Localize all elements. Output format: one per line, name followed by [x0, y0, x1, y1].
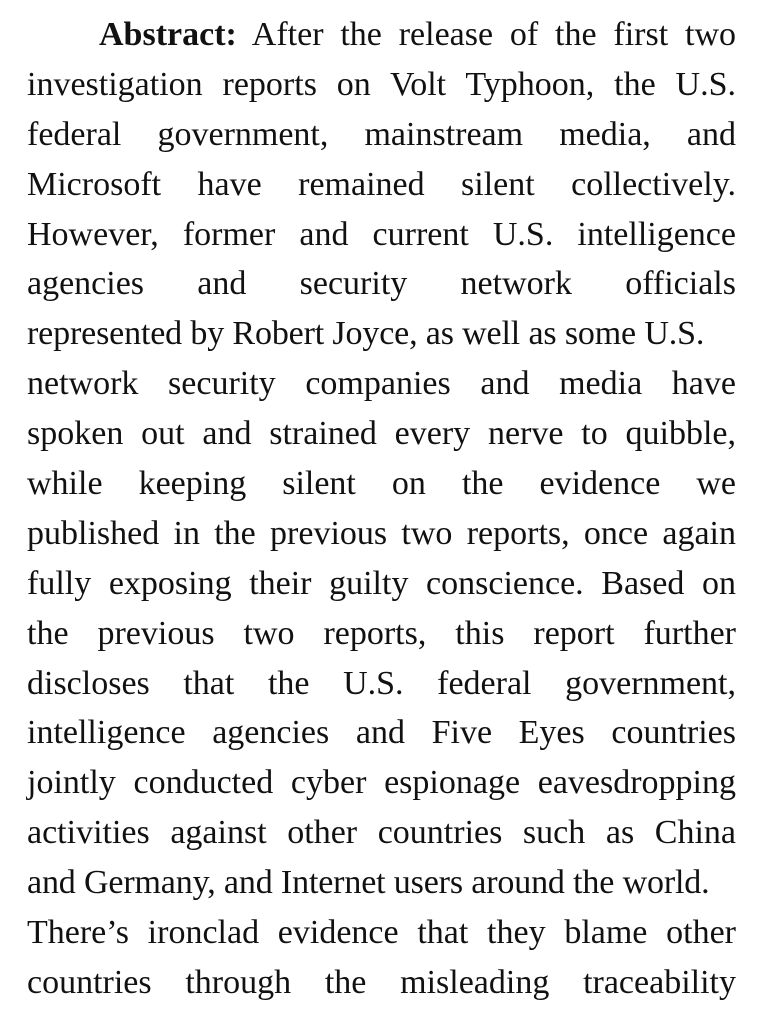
abstract-line-16: jointly conducted cyber espionage eavesdropping — [27, 764, 736, 802]
abstract-line-13: the previous two reports, this report further — [27, 614, 736, 652]
abstract-line-7: represented by Robert Joyce, as well as some U.S. — [27, 315, 705, 353]
abstract-line-11: published in the previous two reports, once again — [27, 514, 736, 552]
abstract-line-14: discloses that the U.S. federal government, — [27, 664, 736, 702]
abstract-line-15: intelligence agencies and Five Eyes countries — [27, 714, 736, 752]
abstract-line-19: There’s ironclad evidence that they blame other — [27, 914, 736, 952]
abstract-line-text: After the release of the first two — [251, 16, 737, 53]
abstract-line-12: fully exposing their guilty conscience. Based on — [27, 564, 736, 602]
abstract-line-10: while keeping silent on the evidence we — [27, 465, 736, 503]
abstract-label: Abstract: — [99, 16, 237, 53]
abstract-line-8: network security companies and media have — [27, 365, 736, 403]
abstract-line-4: Microsoft have remained silent collectively. — [27, 165, 736, 203]
abstract-line-1 — [27, 12, 736, 62]
abstract-line-9: spoken out and strained every nerve to quibble, — [27, 415, 736, 453]
abstract-line-2: investigation reports on Volt Typhoon, the U.S. — [27, 65, 736, 103]
abstract-paragraph — [27, 12, 736, 1010]
abstract-line-17: activities against other countries such as China — [27, 814, 736, 852]
abstract-line-20: countries through the misleading traceability — [27, 963, 736, 1001]
abstract-line-6: agencies and security network officials — [27, 265, 736, 303]
abstract-line-18: and Germany, and Internet users around the world. — [27, 864, 710, 902]
abstract-line-5: However, former and current U.S. intelligence — [27, 215, 736, 253]
abstract-line-3: federal government, mainstream media, and — [27, 115, 736, 153]
